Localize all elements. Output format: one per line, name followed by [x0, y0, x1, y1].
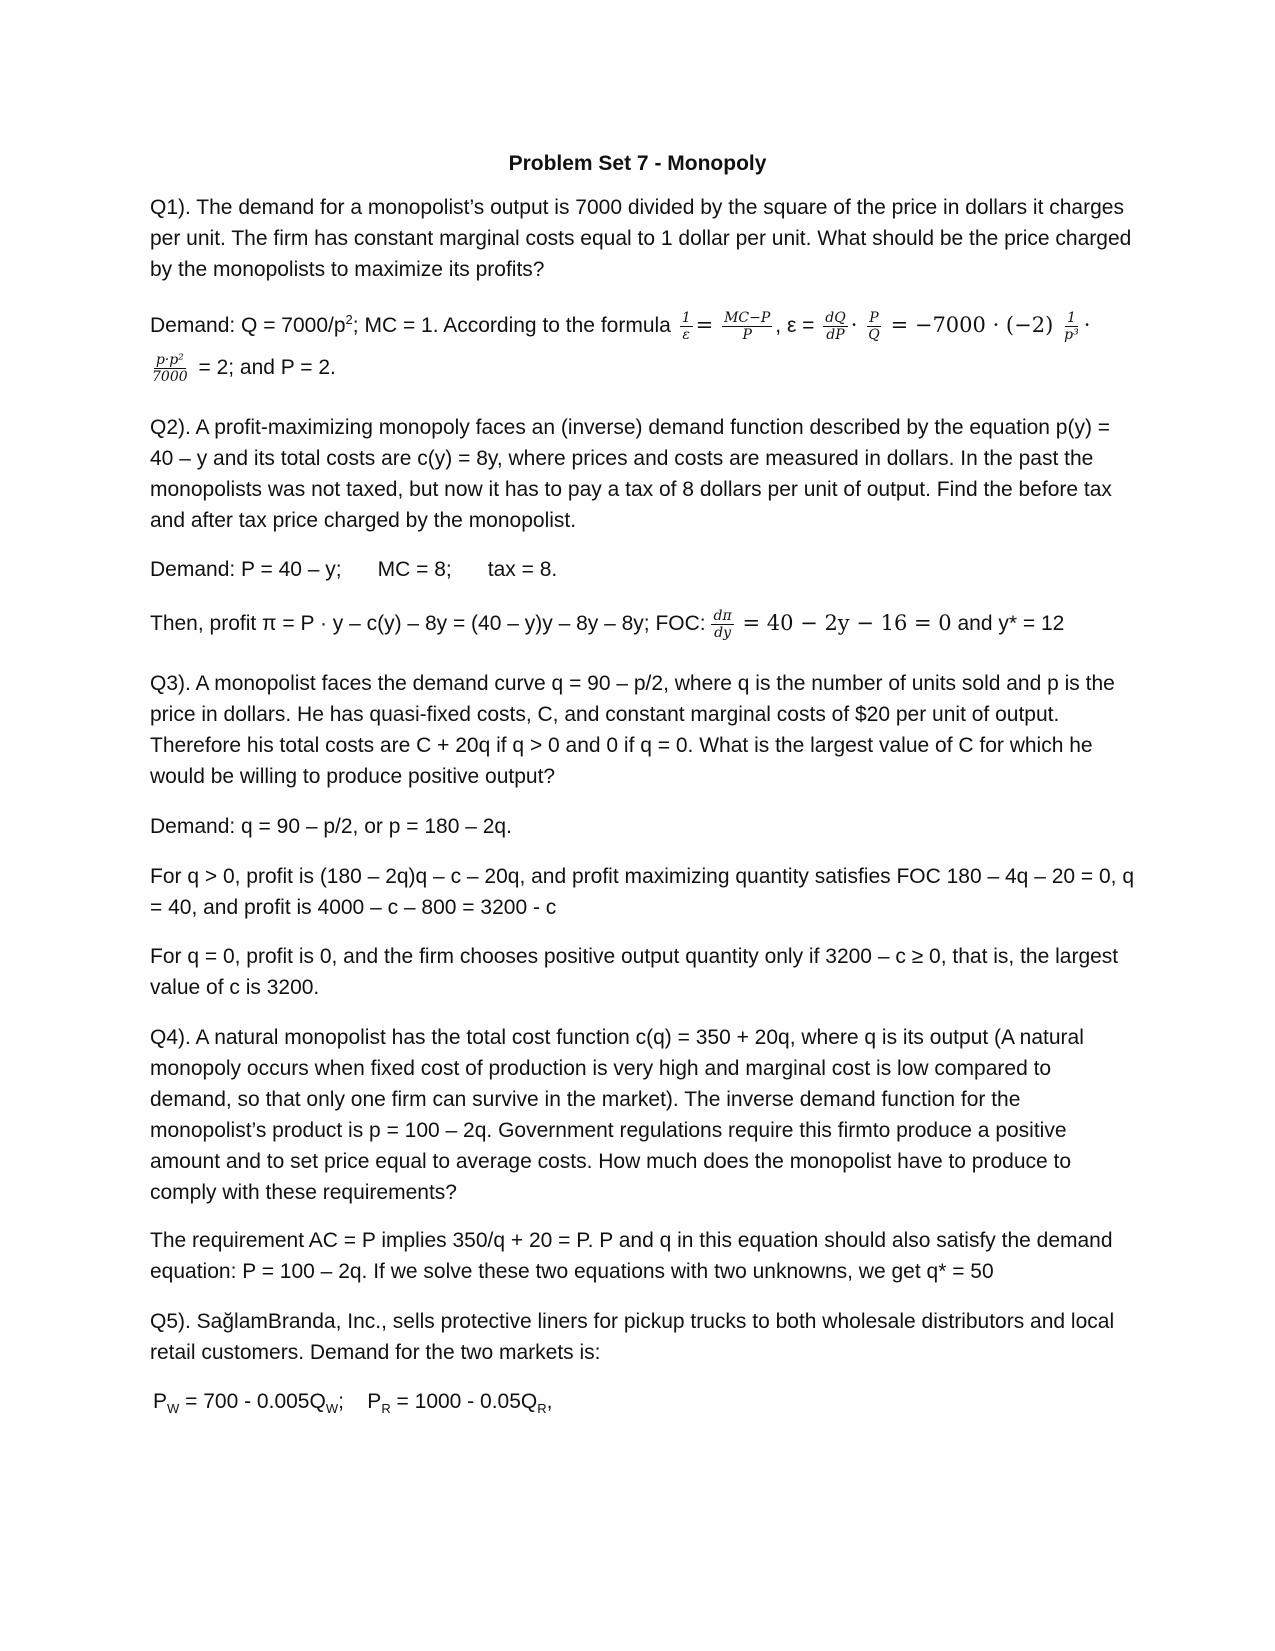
fraction-p-p2-over-7000: $\frac{\text{p·p²}}{7000}$: [152, 352, 188, 385]
q3-demand: Demand: q = 90 – p/2, or p = 180 – 2q.: [150, 815, 512, 838]
q1-answer-prefix: Demand: Q = 7000/p: [150, 314, 346, 337]
q5-demand-equations: $P_W = 700 - 0.005Q_W$; $P_R = 1000 - 0.05Q_R$,: [153, 1390, 553, 1417]
q1-answer-exponent: 2: [345, 312, 353, 327]
fraction-dq-dp: $\frac{dQ}{dP}$: [825, 309, 846, 343]
fraction-mc-minus-p-over-p: $\frac{MC-P}{P}$: [724, 309, 771, 343]
epsilon-eq: , ε =: [775, 314, 815, 337]
q3-profit: For q > 0, profit is (180 – 2q)q – c – 20q, and profit maximizing quantity satisfies FOC 180 – 4q – 20 = 0, q = 40, and profit is 4000 – c – 800 = 3200 - c: [150, 865, 1135, 919]
q1-answer-line1: Demand: $Q = 7000/p^2$; MC = 1. According to the formula $\frac{1}{\varepsilon}$ = $\frac{MC-P}{P}$ , ε = $\frac{dQ}{dP}$ · $\frac{P}{Q}$ = −7000 · (−2) $\frac{1}{\text{p³}}$ ·: [150, 309, 1091, 343]
derivative-expression: = −7000 · (−2): [890, 313, 1054, 337]
q2-tax: tax = 8.: [487, 558, 558, 581]
q5-question: Q5). SağlamBranda, Inc., sells protective liners for pickup trucks to both wholesale distributors and local retail customers. Demand for the two markets is:: [150, 1310, 1115, 1364]
q3-zero-output: For q = 0, profit is 0, and the firm chooses positive output quantity only if 3200 – c ≥ 0, that is, the largest value of c is 3200.: [150, 945, 1119, 999]
q2-profit-line: [150, 608, 1135, 641]
fraction-dpi-dy: $\frac{d\pi}{dy}$: [713, 608, 732, 641]
q4-answer: The requirement AC = P implies 350/q + 20 = P. P and q in this equation should also satisfy the demand equation: P = 100 – 2q. If we solve these two equations with two unknowns, we get q* = 50: [150, 1229, 1113, 1283]
q2-given-line: [150, 554, 1135, 585]
fraction-1-over-p-cubed: $\frac{1}{\text{p³}}$: [1064, 309, 1079, 343]
q2-demand: Demand: P = 40 – y;: [150, 558, 342, 581]
fraction-p-over-q: $\frac{P}{Q}$: [868, 309, 880, 343]
q1-question: Q1). The demand for a monopolist’s output is 7000 divided by the square of the price in dollars it charges per unit. The firm has constant marginal costs equal to 1 dollar per unit. What should be the price charged by the monopolists to maximize its profits?: [150, 196, 1132, 281]
q2-result: and y* = 12: [951, 612, 1065, 636]
q2-question: Q2). A profit-maximizing monopoly faces an (inverse) demand function described by the equation p(y) = 40 – y and its total costs are c(y) = 8y, where prices and costs are measured in dollars. In the past the monopolists was not taxed, but now it has to pay a tax of 8 dollars per unit of output. Find the before tax and after tax price charged by the monopolist.: [150, 416, 1112, 532]
q1-answer-mid: ; MC = 1. According to the formula: [352, 314, 671, 337]
q2-foc-equation: = 40 − 2y − 16 = 0: [742, 611, 952, 636]
wholesale-price: $P_W = 700 - 0.005Q_W$: [153, 1390, 339, 1417]
q4-question: Q4). A natural monopolist has the total cost function c(q) = 350 + 20q, where q is its output (A natural monopoly occurs when fixed cost of production is very high and marginal cost is low compared to demand, so that only one firm can survive in the market). The inverse demand function for the monopolist’s product is p = 100 – 2q. Government regulations require this firmto produce a positive amount and to set price equal to average costs. How much does the monopolist have to produce to comply with these requirements?: [150, 1026, 1084, 1204]
q2-profit: Then, profit π = P · y – c(y) – 8y = (40 – y)y – 8y – 8y; FOC:: [150, 612, 706, 636]
q1-answer-line2: [150, 352, 1135, 385]
q3-question: Q3). A monopolist faces the demand curve q = 90 – p/2, where q is the number of units sold and p is the price in dollars. He has quasi-fixed costs, C, and constant marginal costs of $20 per unit of output. Therefore his total costs are C + 20q if q > 0 and 0 if q = 0. What is the largest value of C for which he would be willing to produce positive output?: [150, 672, 1115, 788]
q1-result: = 2; and P = 2.: [198, 356, 336, 380]
q2-mc: MC = 8;: [377, 558, 452, 581]
retail-price: $P_R = 1000 - 0.05Q_R$,: [367, 1390, 553, 1417]
fraction-1-over-epsilon: $\frac{1}{\varepsilon}$: [681, 309, 691, 343]
page-title: Problem Set 7 - Monopoly: [508, 152, 767, 175]
